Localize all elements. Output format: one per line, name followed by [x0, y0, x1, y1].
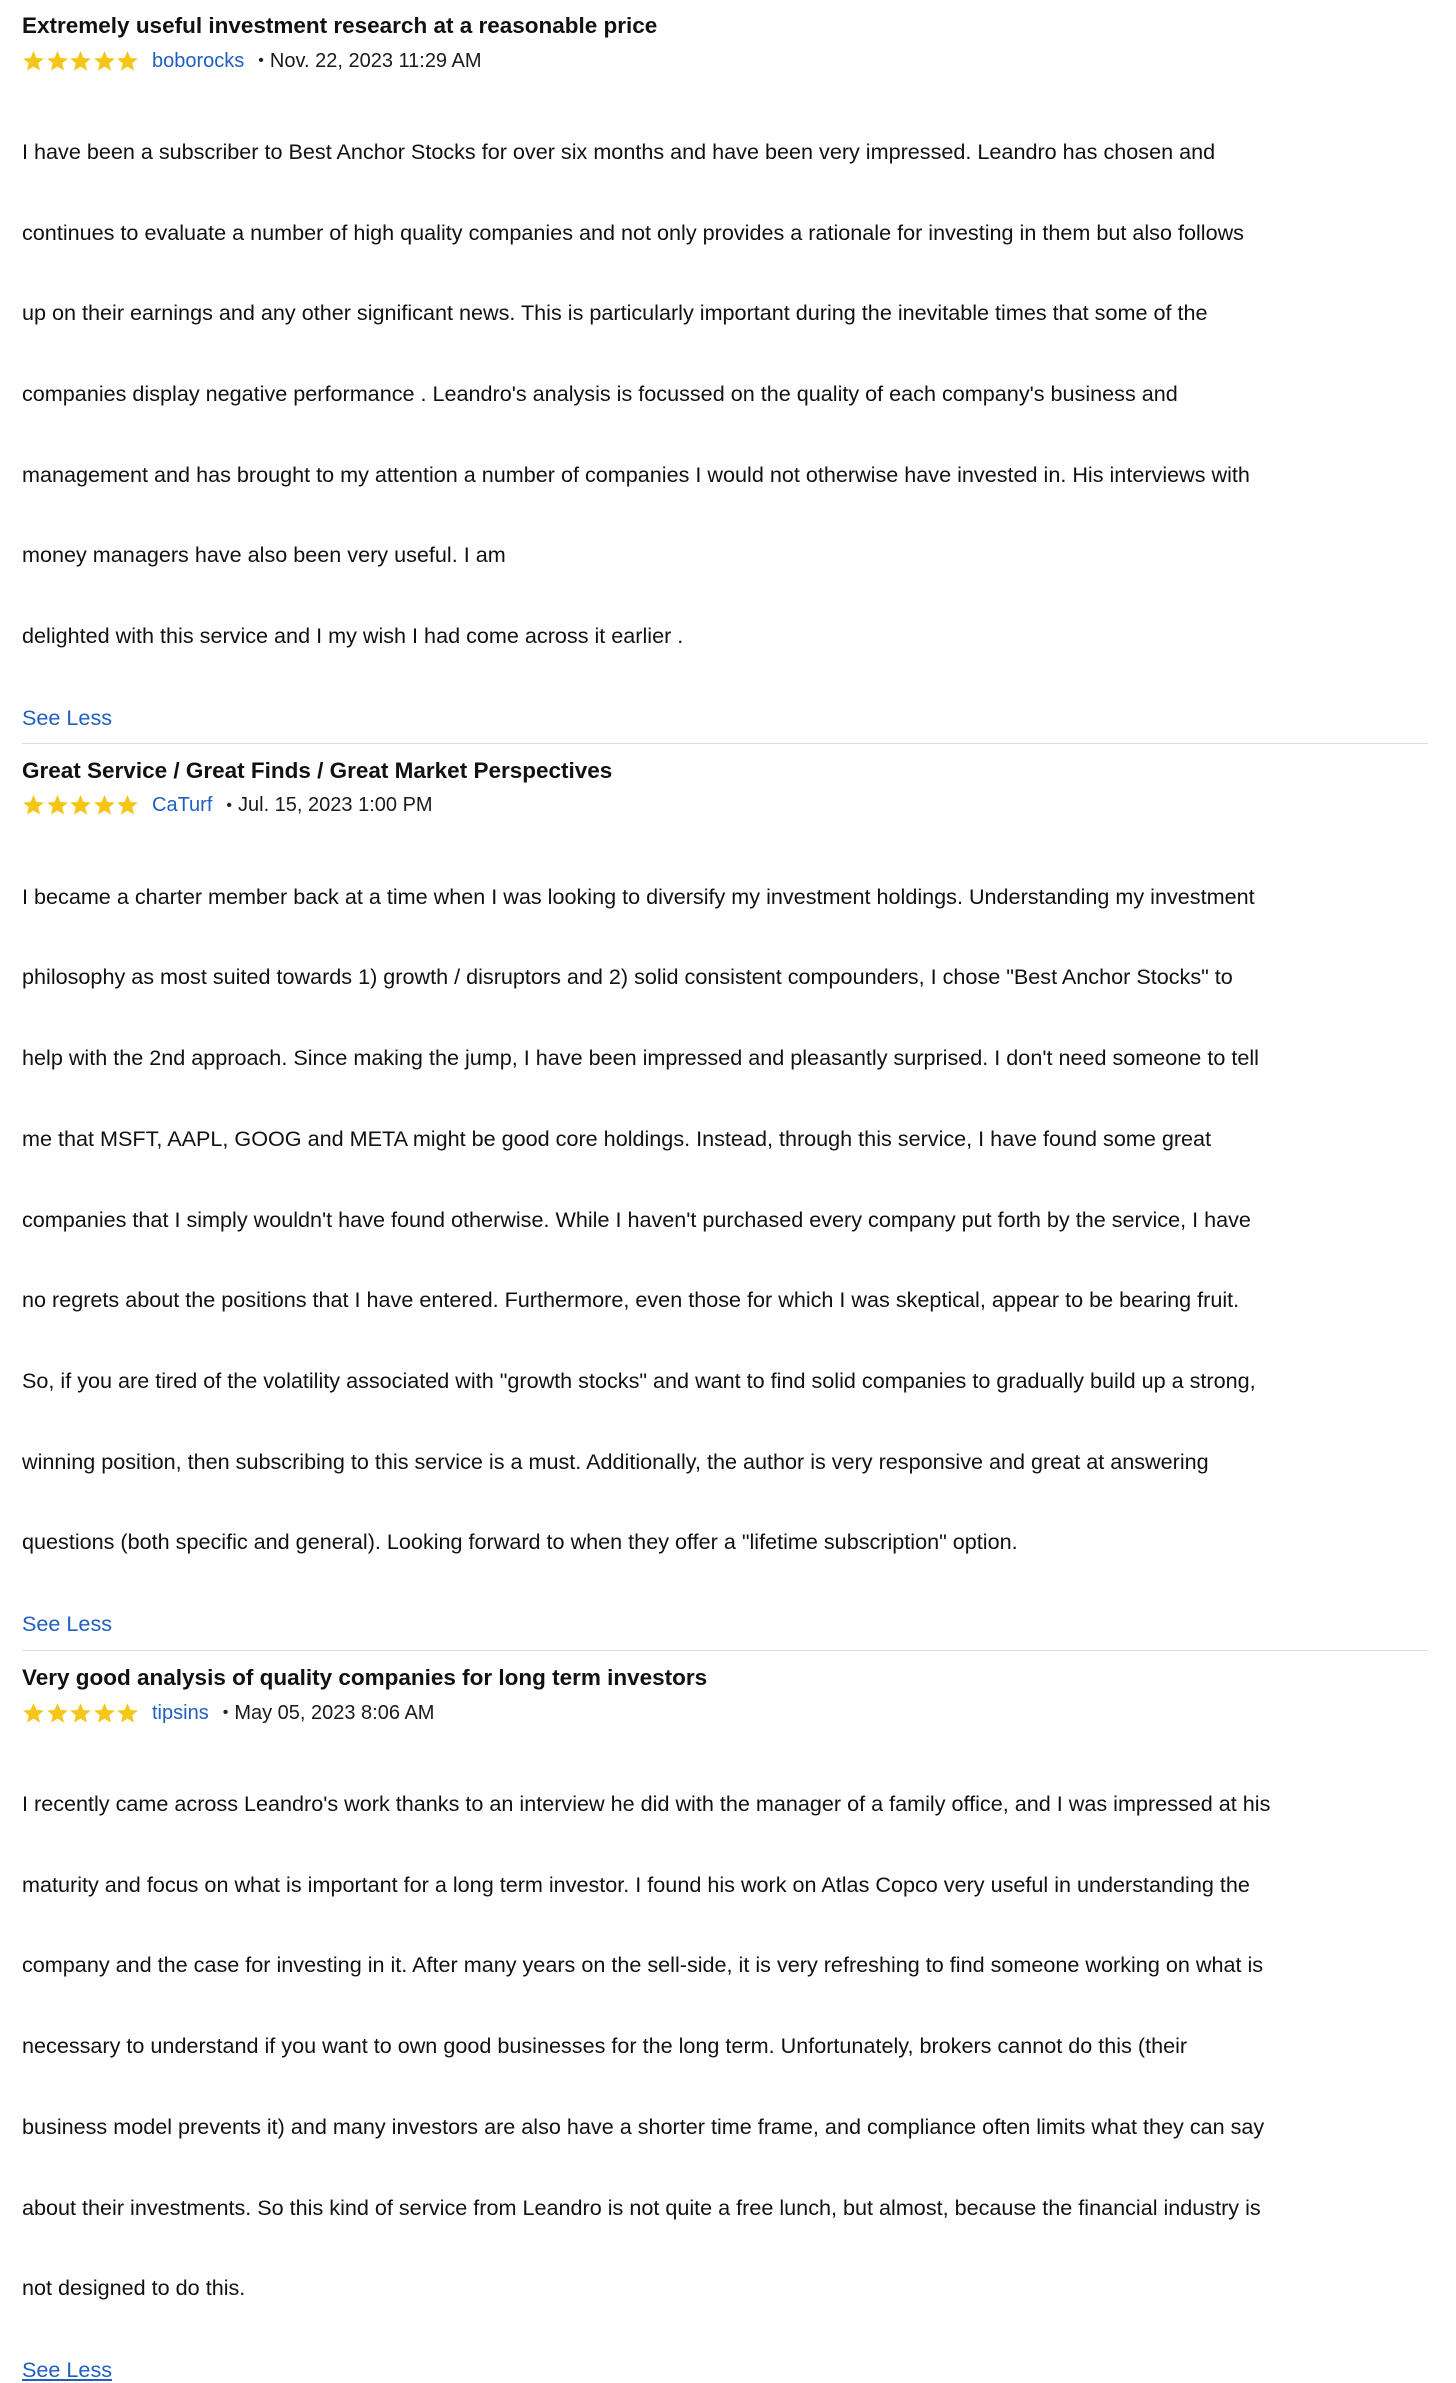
review-body-line: companies display negative performance . Leandro's analysis is focussed on the quality of each company's business and	[22, 380, 1178, 406]
review-body	[22, 1737, 1426, 2356]
see-less-link[interactable]: See Less	[22, 2356, 113, 2382]
review-author-link[interactable]: boborocks	[152, 49, 245, 72]
review-item	[22, 1651, 1428, 2383]
star-icon	[22, 794, 45, 817]
star-icon	[93, 50, 116, 73]
review-body	[22, 85, 1426, 704]
star-icon	[93, 1702, 116, 1725]
star-icon	[22, 1702, 45, 1725]
review-item	[22, 744, 1428, 1637]
review-date: Jul. 15, 2023 1:00 PM	[238, 794, 433, 817]
review-title: Great Service / Great Finds / Great Market Perspectives	[22, 757, 613, 783]
star-icon	[46, 50, 69, 73]
star-icon	[116, 50, 139, 73]
star-icon	[93, 794, 116, 817]
review-body-line: delighted with this service and I my wish I had come across it earlier .	[22, 623, 684, 649]
review-body-line: help with the 2nd approach. Since making the jump, I have been impressed and pleasantly surprised. I don't need someone to tell	[22, 1045, 1259, 1071]
meta-separator: •	[226, 796, 232, 814]
review-meta	[22, 1699, 1428, 1727]
review-body-line: companies that I simply wouldn't have found otherwise. While I haven't purchased every company put forth by the service, I have	[22, 1206, 1251, 1232]
review-title: Very good analysis of quality companies for long term investors	[22, 1665, 708, 1691]
review-body-line: no regrets about the positions that I have entered. Furthermore, even those for which I was skeptical, appear to be bearing fruit.	[22, 1287, 1240, 1313]
review-body-line: maturity and focus on what is important for a long term investor. I found his work on Atlas Copco very useful in understanding the	[22, 1871, 1250, 1897]
star-rating	[22, 794, 140, 818]
star-icon	[46, 1702, 69, 1725]
review-body-line: winning position, then subscribing to this service is a must. Additionally, the author is very responsive and great at answering	[22, 1448, 1209, 1474]
review-meta	[22, 792, 1428, 820]
review-body-line: not designed to do this.	[22, 2275, 246, 2301]
review-body-line: So, if you are tired of the volatility associated with "growth stocks" and want to find solid companies to gradually build up a strong,	[22, 1367, 1256, 1393]
see-less-link[interactable]: See Less	[22, 1611, 113, 1637]
review-body-line: questions (both specific and general). Looking forward to when they offer a "lifetime subscription" option.	[22, 1529, 1018, 1555]
review-body-line: business model prevents it) and many investors are also have a shorter time frame, and compliance often limits what they can say	[22, 2113, 1265, 2139]
review-body-line: money managers have also been very useful. I am	[22, 542, 506, 568]
review-item	[22, 0, 1428, 731]
meta-separator: •	[222, 1704, 229, 1722]
star-icon	[116, 1702, 139, 1725]
review-body-line: management and has brought to my attention a number of companies I would not otherwise have invested in. His interviews with	[22, 461, 1250, 487]
review-body-line: up on their earnings and any other significant news. This is particularly important during the inevitable times that some of the	[22, 300, 1208, 326]
star-icon	[69, 1702, 92, 1725]
review-body-line: I became a charter member back at a time when I was looking to diversify my investment holdings. Understanding my investment	[22, 883, 1255, 909]
review-meta	[22, 47, 1428, 75]
star-icon	[116, 794, 139, 817]
review-body-line: me that MSFT, AAPL, GOOG and META might be good core holdings. Instead, through this service, I have found some great	[22, 1125, 1212, 1151]
star-icon	[69, 50, 92, 73]
review-title: Extremely useful investment research at a reasonable price	[22, 13, 658, 38]
meta-separator: •	[258, 52, 264, 69]
star-icon	[46, 794, 69, 817]
star-icon	[69, 794, 92, 817]
review-body-line: philosophy as most suited towards 1) growth / disruptors and 2) solid consistent compounders, I chose "Best Anchor Stocks" to	[22, 964, 1233, 990]
star-rating	[22, 1701, 140, 1725]
review-body-line: about their investments. So this kind of service from Leandro is not quite a free lunch, but almost, because the financial industry is	[22, 2194, 1261, 2220]
review-date: May 05, 2023 8:06 AM	[234, 1701, 435, 1724]
review-body-line: I have been a subscriber to Best Anchor Stocks for over six months and have been very impressed. Leandro has chosen and	[22, 138, 1216, 164]
review-body	[22, 830, 1426, 1610]
review-body-line: continues to evaluate a number of high quality companies and not only provides a rationale for investing in them but also follows	[22, 219, 1244, 245]
review-body-line: necessary to understand if you want to own good businesses for the long term. Unfortunately, brokers cannot do this (their	[22, 2033, 1188, 2059]
review-author-link[interactable]: CaTurf	[152, 794, 213, 817]
star-icon	[22, 50, 45, 73]
review-author-link[interactable]: tipsins	[152, 1701, 209, 1724]
review-body-line: company and the case for investing in it. After many years on the sell-side, it is very refreshing to find someone working on what is	[22, 1952, 1264, 1978]
review-body-line: I recently came across Leandro's work thanks to an interview he did with the manager of a family office, and I was impressed at his	[22, 1790, 1271, 1816]
star-rating	[22, 49, 140, 73]
see-less-link[interactable]: See Less	[22, 704, 113, 730]
review-date: Nov. 22, 2023 11:29 AM	[269, 49, 482, 72]
